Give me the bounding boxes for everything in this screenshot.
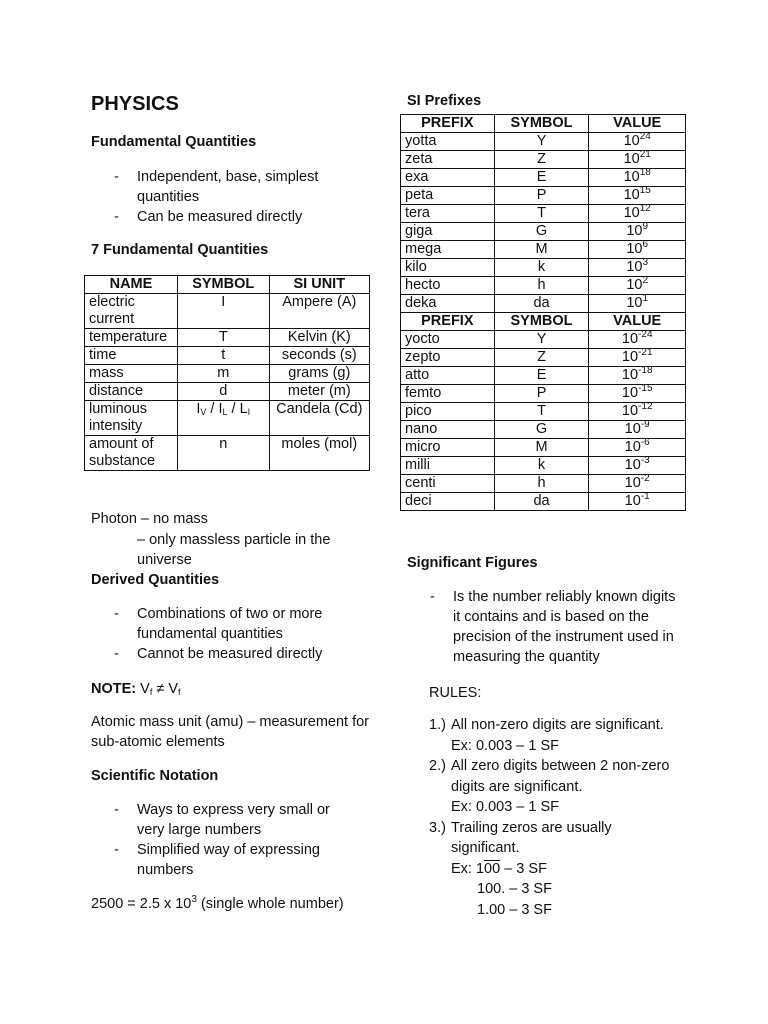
list-item: - Independent, base, simplest quantities <box>91 167 361 207</box>
table-row <box>85 347 370 365</box>
table-row <box>401 295 686 313</box>
significant-figures-heading: Significant Figures <box>407 555 538 571</box>
rule-item: 1.) All non-zero digits are significant. <box>429 717 664 733</box>
cell-prefix: zepto <box>401 349 495 367</box>
cell-value: $10^{-12}$ <box>589 403 686 421</box>
column-header: SYMBOL <box>494 115 589 133</box>
cell-prefix: peta <box>401 187 495 205</box>
cell-prefix: yotta <box>401 133 495 151</box>
seven-fundamental-heading: 7 Fundamental Quantities <box>91 242 269 258</box>
photon-line: – only massless particle in the <box>137 532 331 548</box>
column-header: SYMBOL <box>494 313 589 331</box>
cell-symbol: M <box>494 439 589 457</box>
cell-unit: Ampere (A) <box>269 294 369 329</box>
cell-prefix: centi <box>401 475 495 493</box>
cell-value: $10^{-1}$ <box>589 493 686 511</box>
cell-name: electric current <box>85 294 178 329</box>
table-row <box>401 187 686 205</box>
cell-unit: meter (m) <box>269 383 369 401</box>
cell-symbol: t <box>177 347 269 365</box>
column-header: VALUE <box>589 115 686 133</box>
column-header: PREFIX <box>401 115 495 133</box>
cell-symbol: h <box>494 277 589 295</box>
page-title: PHYSICS <box>91 93 179 115</box>
rule-item: 3.) Trailing zeros are usually significant. <box>429 819 612 856</box>
si-prefixes-table <box>400 114 686 511</box>
cell-value: $10^1$ <box>589 295 686 313</box>
cell-symbol: n <box>177 436 269 471</box>
cell-value: $10^{-9}$ <box>589 421 686 439</box>
table-header-row <box>401 313 686 331</box>
column-header: SYMBOL <box>177 276 269 294</box>
sigfig-bullets <box>407 587 679 667</box>
derived-bullets <box>91 604 361 664</box>
cell-symbol: P <box>494 187 589 205</box>
rule-example: Ex: 0.003 – 1 SF <box>451 799 560 815</box>
cell-name: luminous intensity <box>85 401 178 436</box>
column-header: SI UNIT <box>269 276 369 294</box>
cell-prefix: pico <box>401 403 495 421</box>
cell-value: $10^{18}$ <box>589 169 686 187</box>
column-header: NAME <box>85 276 178 294</box>
cell-symbol: T <box>177 329 269 347</box>
table-row <box>85 365 370 383</box>
cell-value: $10^2$ <box>589 277 686 295</box>
scientific-example: 2500 = 2.5 x $10^3$ (single whole number) <box>91 894 344 912</box>
table-row <box>401 205 686 223</box>
table-row <box>401 151 686 169</box>
list-item: - Can be measured directly <box>91 207 361 227</box>
derived-quantities-heading: Derived Quantities <box>91 572 220 588</box>
photon-line: Photon – no mass <box>91 511 208 527</box>
cell-symbol: da <box>494 493 589 511</box>
cell-symbol: G <box>494 223 589 241</box>
cell-symbol: P <box>494 385 589 403</box>
column-header: PREFIX <box>401 313 495 331</box>
amu-text: Atomic mass unit (amu) – measurement for sub-atomic elements <box>91 714 370 750</box>
list-item: - Cannot be measured directly <box>91 644 361 664</box>
cell-value: $10^{-6}$ <box>589 439 686 457</box>
cell-symbol: T <box>494 403 589 421</box>
table-row <box>401 349 686 367</box>
fundamental-quantities-heading: Fundamental Quantities <box>91 134 257 150</box>
fundamental-quantities-table <box>84 275 370 471</box>
table-row <box>401 367 686 385</box>
cell-value: $10^{24}$ <box>589 133 686 151</box>
cell-name: mass <box>85 365 178 383</box>
cell-name: distance <box>85 383 178 401</box>
table-row <box>401 403 686 421</box>
scientific-notation-heading: Scientific Notation <box>91 768 219 784</box>
cell-symbol: I <box>177 294 269 329</box>
table-row <box>401 241 686 259</box>
cell-unit: seconds (s) <box>269 347 369 365</box>
cell-value: $10^{21}$ <box>589 151 686 169</box>
rule-item: 2.) All zero digits between 2 non-zero digits are significant. <box>429 758 670 795</box>
rule-example: 100. – 3 SF <box>477 881 552 897</box>
cell-unit: grams (g) <box>269 365 369 383</box>
note-line: NOTE: $V_f \ne V_f$ <box>91 681 181 697</box>
cell-prefix: milli <box>401 457 495 475</box>
cell-value: $10^{-18}$ <box>589 367 686 385</box>
column-header: VALUE <box>589 313 686 331</box>
cell-symbol: da <box>494 295 589 313</box>
cell-symbol: E <box>494 169 589 187</box>
table-row <box>401 457 686 475</box>
table-row <box>85 401 370 436</box>
fundamental-bullets <box>91 167 361 227</box>
cell-symbol: Y <box>494 133 589 151</box>
cell-value: $10^{15}$ <box>589 187 686 205</box>
table-row <box>85 383 370 401</box>
cell-value: $10^{-2}$ <box>589 475 686 493</box>
cell-prefix: kilo <box>401 259 495 277</box>
cell-prefix: deka <box>401 295 495 313</box>
cell-symbol: G <box>494 421 589 439</box>
cell-symbol: Z <box>494 151 589 169</box>
cell-symbol: k <box>494 457 589 475</box>
cell-prefix: tera <box>401 205 495 223</box>
table-row <box>85 436 370 471</box>
cell-symbol: M <box>494 241 589 259</box>
table-row <box>401 223 686 241</box>
cell-value: $10^9$ <box>589 223 686 241</box>
table-row <box>85 294 370 329</box>
cell-prefix: hecto <box>401 277 495 295</box>
table-row <box>401 133 686 151</box>
cell-prefix: mega <box>401 241 495 259</box>
list-item: - Simplified way of expressing numbers <box>91 840 361 880</box>
rules-list <box>429 715 689 920</box>
cell-prefix: giga <box>401 223 495 241</box>
rule-example: Ex: 100 – 3 SF <box>451 860 547 877</box>
table-row <box>401 259 686 277</box>
cell-value: $10^{-24}$ <box>589 331 686 349</box>
cell-value: $10^{-15}$ <box>589 385 686 403</box>
table-row <box>401 385 686 403</box>
photon-line: universe <box>137 552 192 568</box>
list-item: - Combinations of two or more fundamental quantities <box>91 604 361 644</box>
list-item: - Is the number reliably known digits it contains and is based on the precision of the instrument used in measuring the quantity <box>407 587 679 667</box>
table-row <box>401 331 686 349</box>
cell-value: $10^{-21}$ <box>589 349 686 367</box>
cell-value: $10^6$ <box>589 241 686 259</box>
table-header-row <box>401 115 686 133</box>
rule-example: 1.00 – 3 SF <box>477 901 552 918</box>
table-row <box>85 329 370 347</box>
cell-symbol: Z <box>494 349 589 367</box>
cell-unit: Kelvin (K) <box>269 329 369 347</box>
si-prefixes-heading: SI Prefixes <box>407 93 482 109</box>
cell-symbol: $I_V / I_L / L_I$ <box>177 401 269 436</box>
cell-unit: Candela (Cd) <box>269 401 369 436</box>
cell-symbol: E <box>494 367 589 385</box>
cell-symbol: k <box>494 259 589 277</box>
scientific-bullets <box>91 800 361 880</box>
cell-value: $10^{-3}$ <box>589 457 686 475</box>
cell-name: time <box>85 347 178 365</box>
rules-label: RULES: <box>429 685 482 701</box>
table-row <box>401 439 686 457</box>
cell-prefix: deci <box>401 493 495 511</box>
cell-value: $10^3$ <box>589 259 686 277</box>
cell-prefix: micro <box>401 439 495 457</box>
cell-unit: moles (mol) <box>269 436 369 471</box>
cell-name: temperature <box>85 329 178 347</box>
cell-value: $10^{12}$ <box>589 205 686 223</box>
table-row <box>401 421 686 439</box>
cell-symbol: Y <box>494 331 589 349</box>
cell-prefix: atto <box>401 367 495 385</box>
note-label: NOTE: <box>91 681 137 697</box>
cell-symbol: d <box>177 383 269 401</box>
cell-name: amount of substance <box>85 436 178 471</box>
cell-prefix: nano <box>401 421 495 439</box>
cell-prefix: zeta <box>401 151 495 169</box>
table-row <box>401 277 686 295</box>
cell-prefix: exa <box>401 169 495 187</box>
table-header-row <box>85 276 370 294</box>
table-row <box>401 169 686 187</box>
cell-symbol: m <box>177 365 269 383</box>
table-row <box>401 475 686 493</box>
cell-symbol: h <box>494 475 589 493</box>
table-row <box>401 493 686 511</box>
list-item: - Ways to express very small or very large numbers <box>91 800 361 840</box>
cell-symbol: T <box>494 205 589 223</box>
cell-prefix: femto <box>401 385 495 403</box>
cell-prefix: yocto <box>401 331 495 349</box>
rule-example: Ex: 0.003 – 1 SF <box>451 737 560 754</box>
